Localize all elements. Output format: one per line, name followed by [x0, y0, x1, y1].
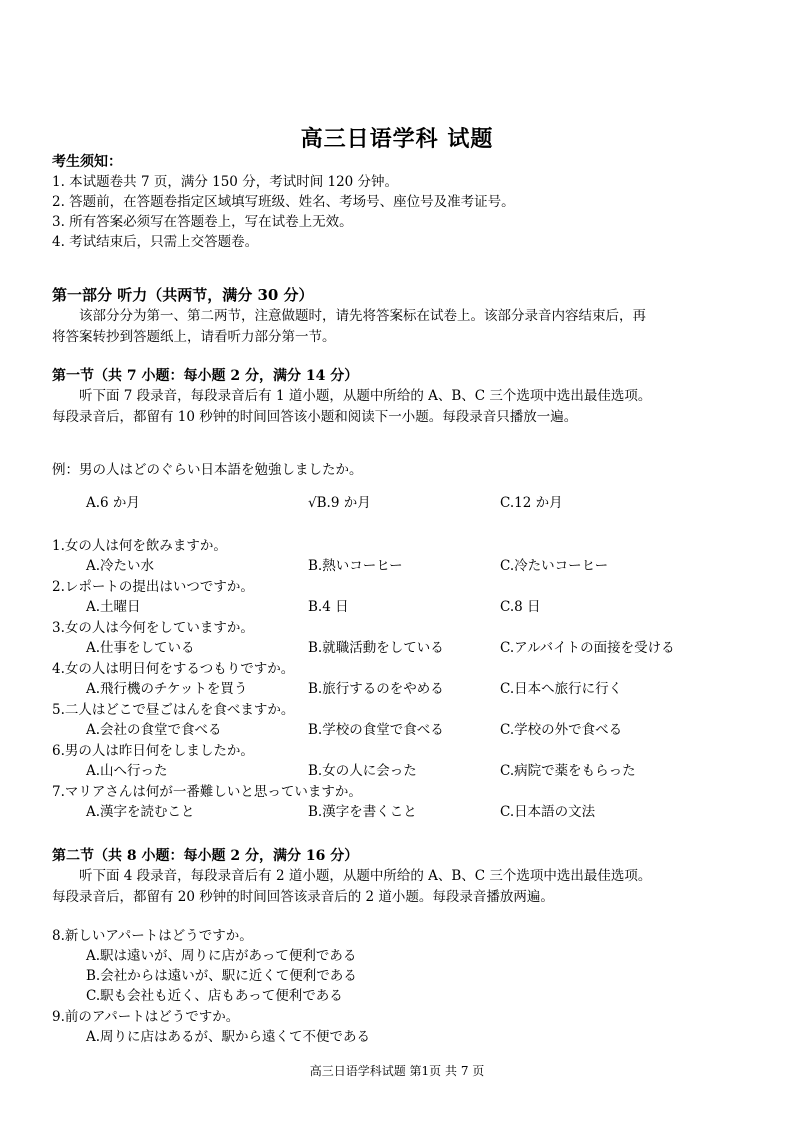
question-7-option-a: A.漢字を読むこと: [86, 804, 195, 820]
part1-heading: 第一部分 听力（共两节，满分 30 分）: [52, 286, 314, 304]
example-option-b: √B.9 か月: [308, 495, 371, 511]
section1-desc-line-2: 每段录音后，都留有 10 秒钟的时间回答该小题和阅读下一小题。每段录音只播放一遍。: [52, 409, 578, 425]
part1-desc-line-1: 该部分分为第一、第二两节，注意做题时，请先将答案标在试卷上。该部分录音内容结束后，再: [79, 308, 646, 324]
example-option-a: A.6 か月: [86, 495, 140, 511]
notice-section: [52, 152, 752, 252]
question-7: 7.マリアさんは何が一番難しいと思っていますか。: [52, 784, 362, 800]
question-3-option-a: A.仕事をしている: [86, 640, 195, 656]
question-5-option-b: B.学校の食堂で食べる: [308, 722, 444, 738]
question-2-option-b: B.4 日: [308, 599, 349, 615]
question-7-option-c: C.日本語の文法: [500, 804, 596, 820]
question-2-option-c: C.8 日: [500, 599, 541, 615]
question-4-option-a: A.飛行機のチケットを買う: [86, 681, 248, 697]
question-6-option-a: A.山へ行った: [86, 763, 168, 779]
question-1-option-c: C.冷たいコーヒー: [500, 558, 609, 574]
question-3-option-b: B.就職活動をしている: [308, 640, 444, 656]
notice-item-1: 1. 本试题卷共 7 页，满分 150 分，考试时间 120 分钟。: [52, 174, 399, 190]
question-1-option-a: A.冷たい水: [86, 558, 155, 574]
notice-heading: 考生须知：: [52, 154, 122, 170]
question-3-option-c: C.アルバイトの面接を受ける: [500, 640, 675, 656]
section1-desc-line-1: 听下面 7 段录音，每段录音后有 1 道小题，从题中所给的 A、B、C 三个选项中选出最佳选项。: [79, 388, 652, 404]
question-4-option-c: C.日本へ旅行に行く: [500, 681, 623, 697]
question-8-option-c: C.駅も会社も近く、店もあって便利である: [86, 988, 343, 1004]
question-2-option-a: A.土曜日: [86, 599, 141, 615]
question-3: 3.女の人は今何をしていますか。: [52, 620, 254, 636]
part1-section: [52, 284, 752, 348]
example-option-c: C.12 か月: [500, 495, 563, 511]
question-8-option-b: B.会社からは遠いが、駅に近くて便利である: [86, 968, 357, 984]
question-9-option-a: A.周りに店はあるが、駅から遠くて不便である: [86, 1029, 371, 1045]
section1: [52, 366, 752, 428]
question-6-option-c: C.病院で薬をもらった: [500, 763, 636, 779]
question-6: 6.男の人は昨日何をしましたか。: [52, 743, 254, 759]
question-2: 2.レポートの提出はいつですか。: [52, 579, 254, 595]
question-9: 9.前のアパートはどうですか。: [52, 1009, 240, 1025]
part1-desc-line-2: 将答案转抄到答题纸上，请看听力部分第一节。: [52, 329, 336, 345]
section2-desc-line-1: 听下面 4 段录音，每段录音后有 2 道小题，从题中所给的 A、B、C 三个选项中选出最佳选项。: [79, 868, 652, 884]
question-8-option-a: A.駅は遠いが、周りに店があって便利である: [86, 948, 357, 964]
question-7-option-b: B.漢字を書くこと: [308, 804, 417, 820]
section2: [52, 846, 752, 908]
notice-item-3: 3. 所有答案必须写在答题卷上，写在试卷上无效。: [52, 214, 353, 230]
section2-desc-line-2: 每段录音后，都留有 20 秒钟的时间回答该录音后的 2 道小题。每段录音播放两遍。: [52, 889, 554, 905]
section2-heading: 第二节（共 8 小题：每小题 2 分，满分 16 分）: [52, 848, 359, 864]
notice-item-2: 2. 答题前，在答题卷指定区域填写班级、姓名、考场号、座位号及准考证号。: [52, 194, 515, 210]
question-4: 4.女の人は明日何をするつもりですか。: [52, 661, 295, 677]
question-5-option-a: A.会社の食堂で食べる: [86, 722, 222, 738]
page-footer: 高三日语学科试题 第1页 共 7 页: [309, 1064, 485, 1078]
question-6-option-b: B.女の人に会った: [308, 763, 417, 779]
question-5: 5.二人はどこで昼ごはんを食べますか。: [52, 702, 295, 718]
question-1: 1.女の人は何を飲みますか。: [52, 538, 227, 554]
notice-item-4: 4. 考试结束后，只需上交答题卷。: [52, 234, 259, 250]
question-5-option-c: C.学校の外で食べる: [500, 722, 623, 738]
page-title: 高三日语学科 试题: [300, 126, 494, 152]
question-4-option-b: B.旅行するのをやめる: [308, 681, 444, 697]
question-1-option-b: B.熱いコーヒー: [308, 558, 403, 574]
section1-heading: 第一节（共 7 小题：每小题 2 分，满分 14 分）: [52, 368, 359, 384]
example-question: 例：男の人はどのぐらい日本語を勉強しましたか。: [52, 462, 363, 478]
question-8: 8.新しいアパートはどうですか。: [52, 928, 253, 944]
